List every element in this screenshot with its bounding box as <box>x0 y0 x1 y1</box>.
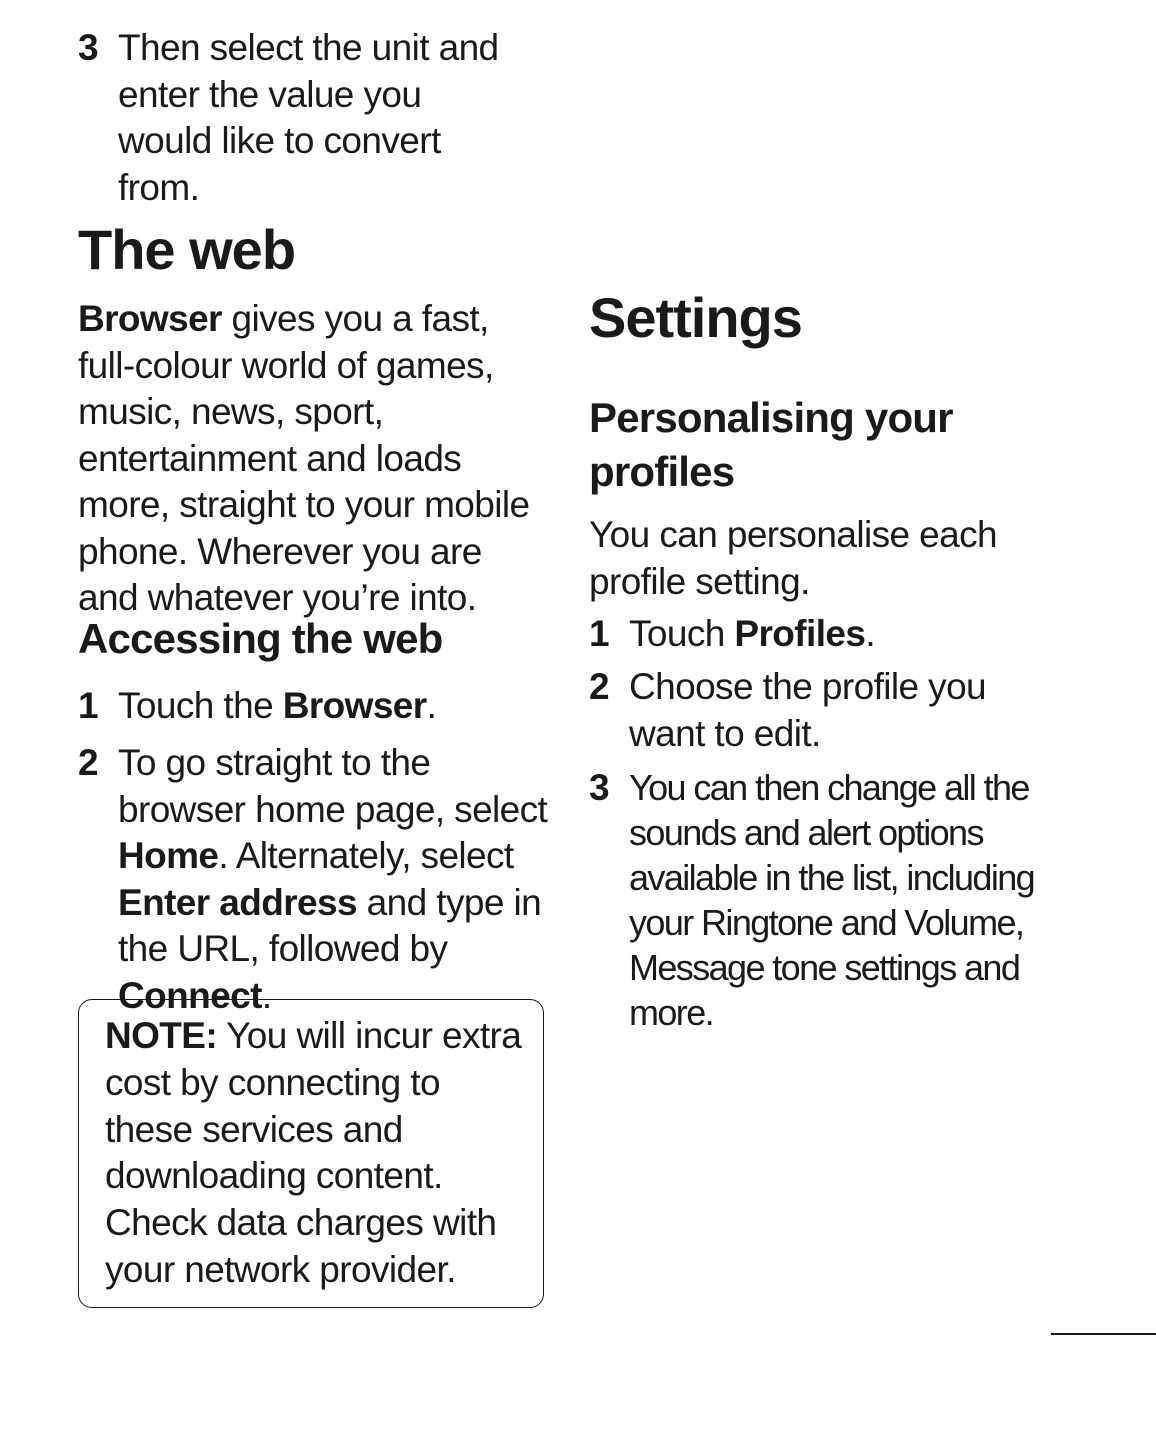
step-number: 2 <box>589 666 609 707</box>
browser-term: Browser <box>282 685 427 726</box>
step-text: Touch the Browser. <box>118 685 437 726</box>
enter-address-term: Enter address <box>118 881 357 923</box>
step-text: To go straight to the browser home page, select Home. Alternately, select Enter address and type in the URL, followed by Connect. <box>118 742 548 1016</box>
note-label: NOTE: <box>105 1015 218 1056</box>
step-number: 2 <box>78 742 98 783</box>
step-text: You can then change all the sounds and alert options available in the list, including your Ringtone and Volume, Message tone settings and more. <box>629 767 1035 1033</box>
profiles-term: Profiles <box>734 613 866 654</box>
step-number: 1 <box>589 613 609 654</box>
step-text: Choose the profile you want to edit. <box>629 666 987 754</box>
profiles-intro-paragraph: You can personalise each profile setting. <box>589 514 997 602</box>
home-term: Home <box>118 835 219 876</box>
web-step-2 <box>78 740 548 1019</box>
profile-step-3 <box>589 765 1069 1035</box>
section-title-the-web: The web <box>78 218 296 281</box>
browser-intro-paragraph <box>78 296 548 622</box>
step-number: 3 <box>78 27 98 68</box>
browser-intro-text: gives you a fast, full-colour world of games, music, news, sport, entertainment and loads more, straight to your mobile phone. Wherever you are and whatever you’re into. <box>78 298 530 618</box>
page-footer-rule <box>1051 1333 1156 1335</box>
note-box <box>78 999 544 1308</box>
continued-step <box>78 25 518 211</box>
web-step-1 <box>78 683 548 730</box>
browser-term: Browser <box>78 298 222 339</box>
step-text: Touch Profiles. <box>629 613 876 654</box>
connect-term: Connect <box>118 974 262 1016</box>
section-title-settings: Settings <box>589 286 802 349</box>
step-text: Then select the unit and enter the value you would like to convert from. <box>118 27 499 208</box>
profile-step-2 <box>589 664 1059 757</box>
note-text: NOTE: You will incur extra cost by connecting to these services and downloading content. Check data charges with your network provider. <box>105 1015 522 1290</box>
subheading-accessing-the-web: Accessing the web <box>78 615 443 662</box>
subheading-personalising-profiles: Personalising your profiles <box>589 394 953 495</box>
step-number: 3 <box>589 767 609 808</box>
step-number: 1 <box>78 685 98 726</box>
profile-step-1 <box>589 611 1059 658</box>
